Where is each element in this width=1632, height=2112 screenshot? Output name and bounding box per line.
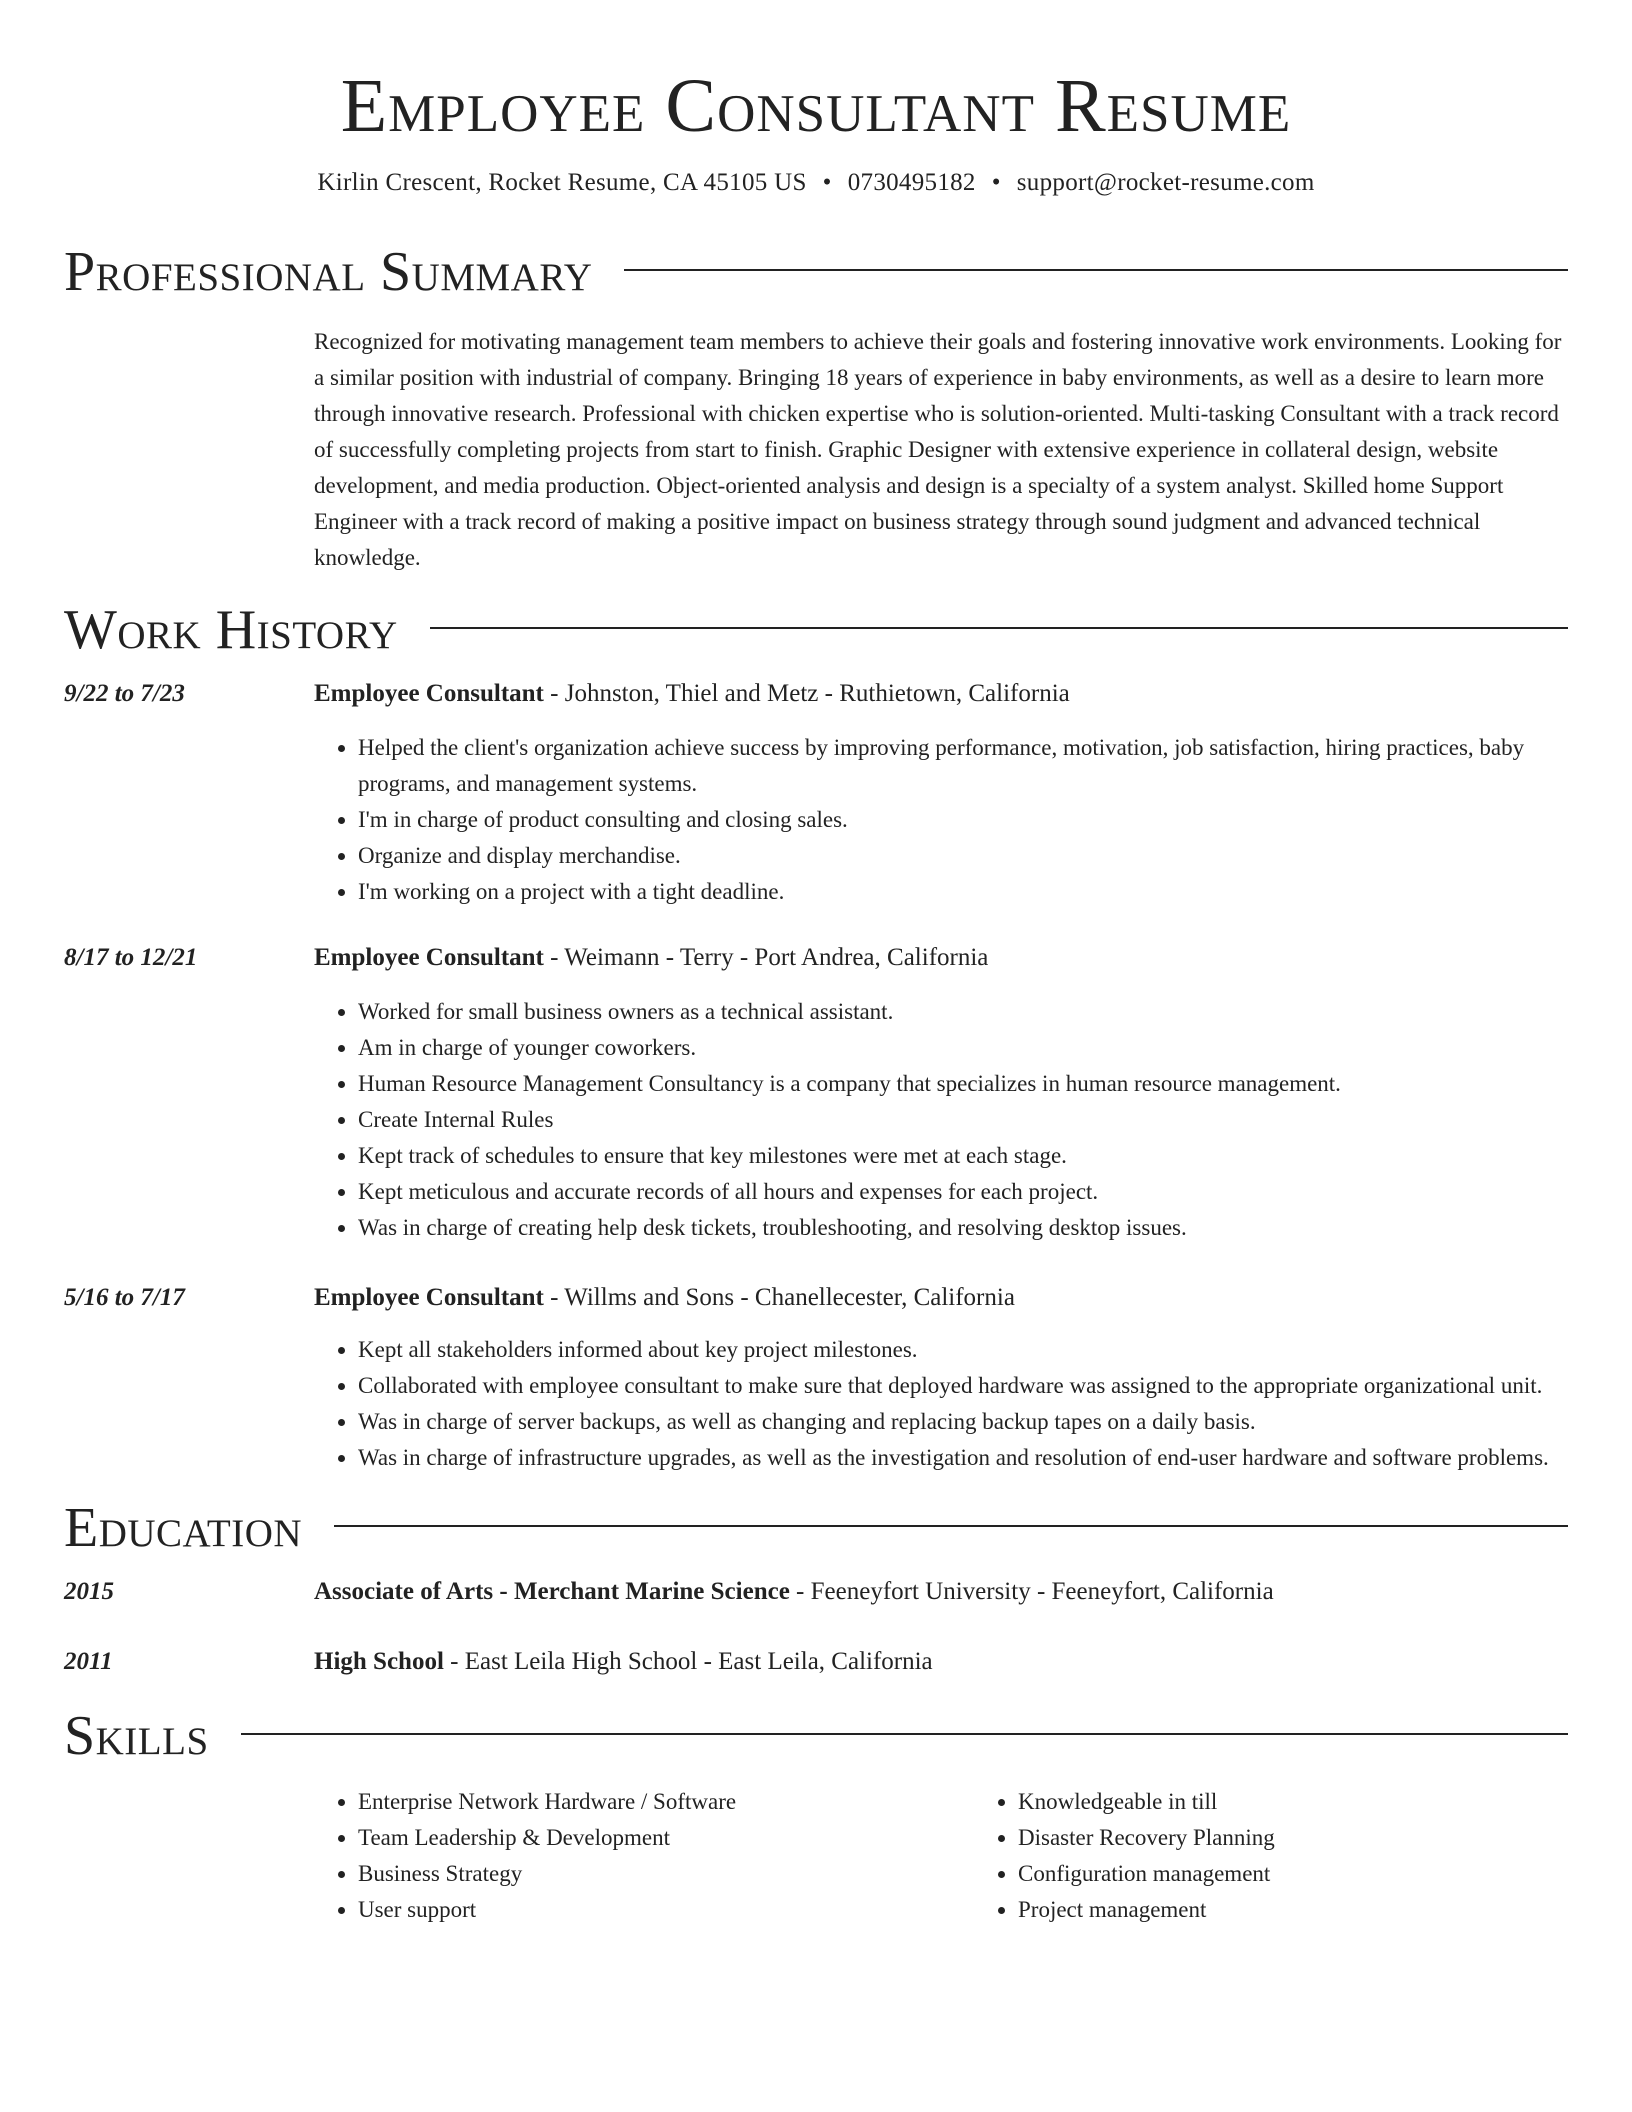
list-item: • Collaborated with employee consultant to make sure that deployed hardware was assigned to the appropriate organizational unit.	[358, 1368, 1568, 1404]
section-heading-education: Education	[64, 1497, 303, 1559]
job-entry	[64, 1280, 1568, 1476]
skill-item: • Business Strategy	[358, 1856, 974, 1892]
skills-list-left	[314, 1784, 974, 1928]
job-headline	[314, 940, 1568, 976]
education-degree: Associate of Arts - Merchant Marine Science	[314, 1578, 790, 1605]
skill-item: • Configuration management	[1018, 1856, 1632, 1892]
list-item: • I'm working on a project with a tight deadline.	[358, 874, 1568, 910]
list-item: • Organize and display merchandise.	[358, 838, 1568, 874]
resume-title: Employee Consultant Resume	[340, 64, 1292, 148]
education-entry	[64, 1574, 1568, 1610]
contact-phone: 0730495182	[847, 169, 976, 196]
section-heading-skills: Skills	[64, 1705, 209, 1767]
skill-item: • Team Leadership & Development	[358, 1820, 974, 1856]
section-divider	[241, 1733, 1568, 1735]
skills-list-right	[974, 1784, 1632, 1928]
skill-item: • Knowledgeable in till	[1018, 1784, 1632, 1820]
job-date: 9/22 to 7/23	[64, 680, 185, 707]
education-school: - East Leila High School - East Leila, California	[443, 1648, 933, 1675]
education-year: 2011	[64, 1648, 113, 1675]
job-headline	[314, 676, 1568, 712]
skill-item: • User support	[358, 1892, 974, 1928]
skill-item: • Project management	[1018, 1892, 1632, 1928]
job-date: 8/17 to 12/21	[64, 944, 198, 971]
education-entry	[64, 1644, 1568, 1680]
contact-line	[64, 168, 1568, 198]
section-divider	[334, 1525, 1568, 1527]
education-headline	[314, 1574, 1568, 1610]
list-item: • Kept meticulous and accurate records of all hours and expenses for each project.	[358, 1174, 1568, 1210]
list-item: • Create Internal Rules	[358, 1102, 1568, 1138]
contact-separator: •	[822, 169, 832, 196]
section-heading-summary: Professional Summary	[64, 241, 593, 303]
list-item: • Kept track of schedules to ensure that key milestones were met at each stage.	[358, 1138, 1568, 1174]
education-year: 2015	[64, 1578, 114, 1605]
skill-item: • Enterprise Network Hardware / Software	[358, 1784, 974, 1820]
skills-columns	[314, 1784, 1568, 1928]
job-employer: - Weimann - Terry - Port Andrea, California	[543, 944, 989, 971]
section-work-history	[64, 598, 1568, 662]
job-title: Employee Consultant	[314, 944, 544, 971]
section-skills	[64, 1704, 1568, 1768]
job-title: Employee Consultant	[314, 1284, 544, 1311]
section-divider	[624, 269, 1568, 271]
skill-item: • Disaster Recovery Planning	[1018, 1820, 1632, 1856]
education-headline	[314, 1644, 1568, 1680]
job-entry	[64, 940, 1568, 1246]
job-employer: - Johnston, Thiel and Metz - Ruthietown, California	[543, 680, 1070, 707]
contact-separator: •	[991, 169, 1001, 196]
job-date: 5/16 to 7/17	[64, 1284, 185, 1311]
list-item: • I'm in charge of product consulting and closing sales.	[358, 802, 1568, 838]
job-bullets	[314, 1332, 1568, 1476]
section-heading-work-history: Work History	[64, 599, 398, 661]
list-item: • Was in charge of server backups, as well as changing and replacing backup tapes on a daily basis.	[358, 1404, 1568, 1440]
section-education	[64, 1496, 1568, 1560]
education-school: - Feeneyfort University - Feeneyfort, California	[789, 1578, 1274, 1605]
list-item: • Worked for small business owners as a technical assistant.	[358, 994, 1568, 1030]
section-divider	[430, 627, 1568, 629]
job-title: Employee Consultant	[314, 680, 544, 707]
list-item: • Am in charge of younger coworkers.	[358, 1030, 1568, 1066]
list-item: • Was in charge of creating help desk tickets, troubleshooting, and resolving desktop issues.	[358, 1210, 1568, 1246]
list-item: • Helped the client's organization achieve success by improving performance, motivation, job satisfaction, hiring practices, baby programs, and management systems.	[358, 730, 1568, 802]
education-degree: High School	[314, 1648, 444, 1675]
job-employer: - Willms and Sons - Chanellecester, California	[543, 1284, 1015, 1311]
section-professional-summary	[64, 240, 1568, 304]
list-item: • Was in charge of infrastructure upgrades, as well as the investigation and resolution of end-user hardware and software problems.	[358, 1440, 1568, 1476]
job-entry	[64, 676, 1568, 910]
contact-address: Kirlin Crescent, Rocket Resume, CA 45105 US	[317, 169, 807, 196]
list-item: • Human Resource Management Consultancy is a company that specializes in human resource management.	[358, 1066, 1568, 1102]
job-bullets	[314, 730, 1568, 910]
summary-text: Recognized for motivating management team members to achieve their goals and fostering innovative work environments. Looking for a similar position with industrial of company. Bringing 18 years of experience in baby environments, as well as a desire to learn more through innovative research. Professional with chicken expertise who is solution-oriented. Multi-tasking Consultant with a track record of successfully completing projects from start to finish. Graphic Designer with extensive experience in collateral design, website development, and media production. Object-oriented analysis and design is a specialty of a system analyst. Skilled home Support Engineer with a track record of making a positive impact on business strategy through sound judgment and advanced technical knowledge.	[314, 329, 1562, 570]
contact-email: support@rocket-resume.com	[1016, 169, 1315, 196]
job-headline	[314, 1280, 1568, 1316]
job-bullets	[314, 994, 1568, 1246]
list-item: • Kept all stakeholders informed about key project milestones.	[358, 1332, 1568, 1368]
